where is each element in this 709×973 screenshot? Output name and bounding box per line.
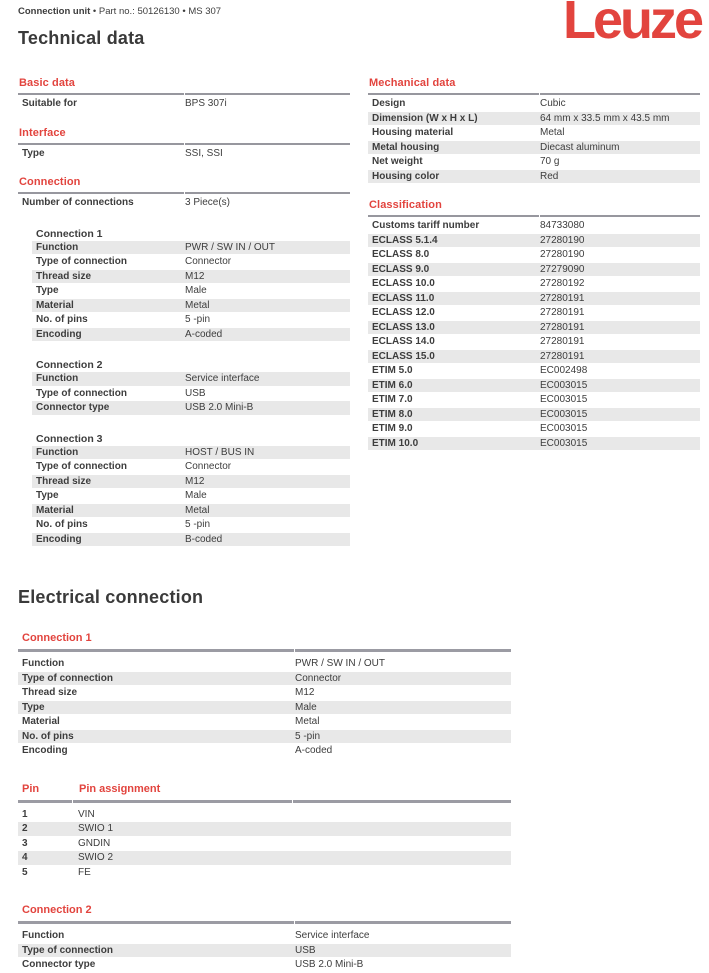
spec-row [368, 170, 700, 185]
spec-label: ECLASS 12.0 [372, 307, 435, 319]
spec-label: ECLASS 15.0 [372, 350, 435, 362]
spec-row [368, 321, 700, 336]
spec-value: EC003015 [540, 437, 588, 449]
pin-assignment: FE [78, 866, 91, 878]
spec-label: No. of pins [36, 519, 88, 531]
spec-value: Metal [185, 504, 210, 516]
spec-label: Function [22, 930, 65, 942]
spec-label: No. of pins [22, 730, 74, 742]
section-rule [18, 93, 350, 95]
spec-value: USB 2.0 Mini-B [185, 402, 254, 414]
spec-label: Number of connections [22, 197, 134, 209]
pin-assignment: VIN [78, 808, 95, 820]
spec-label: Material [22, 716, 60, 728]
spec-label: ETIM 6.0 [372, 379, 413, 391]
subsection-heading: Connection 2 [36, 359, 103, 371]
spec-row [368, 335, 700, 350]
spec-value: PWR / SW IN / OUT [185, 241, 275, 253]
pin-row [18, 851, 511, 866]
spec-row [32, 533, 350, 548]
pin-number: 5 [22, 866, 28, 878]
connection-subsection [32, 359, 350, 416]
section-rule [18, 800, 700, 803]
spec-label: Type of connection [22, 672, 113, 684]
spec-row [18, 97, 350, 112]
spec-row [32, 489, 350, 504]
spec-label: Encoding [36, 328, 82, 340]
section-rule [368, 93, 700, 95]
spec-row [18, 701, 511, 716]
pin-row [18, 837, 511, 852]
connection-heading: Connection 1 [22, 632, 92, 644]
pin-assignment-column-heading: Pin assignment [79, 782, 161, 795]
electrical-connection-title: Electrical connection [18, 587, 204, 607]
pin-assignment: SWIO 2 [78, 852, 114, 864]
spec-value: EC002498 [540, 365, 588, 377]
pin-number: 3 [22, 837, 28, 849]
section-heading: Connection [19, 176, 81, 188]
spec-value: 27279090 [540, 263, 585, 275]
electrical-block [18, 632, 700, 759]
spec-row [32, 299, 350, 314]
spec-label: Thread size [22, 687, 78, 699]
spec-value: M12 [185, 270, 205, 282]
spec-label: No. of pins [36, 314, 88, 326]
spec-row [32, 446, 350, 461]
leuze-logo: Leuze [562, 0, 701, 50]
spec-value: 27280192 [540, 278, 585, 290]
spec-row [368, 155, 700, 170]
spec-value: Metal [185, 299, 210, 311]
section-heading: Mechanical data [369, 77, 456, 89]
spec-value: 27280191 [540, 350, 585, 362]
spec-row [18, 944, 511, 959]
spec-value: 27280190 [540, 249, 585, 261]
spec-value: Connector [185, 461, 232, 473]
spec-label: Suitable for [22, 98, 78, 110]
spec-row [32, 313, 350, 328]
connection-heading: Connection 2 [22, 904, 92, 916]
spec-row [368, 379, 700, 394]
spec-value: A-coded [295, 745, 333, 757]
spec-label: Type of connection [22, 944, 113, 956]
spec-row [368, 234, 700, 249]
spec-value: 5 -pin [295, 730, 321, 742]
rule-segment [185, 93, 350, 95]
spec-row [18, 686, 511, 701]
spec-value: 64 mm x 33.5 mm x 43.5 mm [540, 112, 670, 124]
spec-label: Function [36, 446, 79, 458]
spec-row [368, 126, 700, 141]
pin-column-heading: Pin [22, 782, 40, 795]
spec-label: Material [36, 504, 74, 516]
spec-value: Connector [295, 672, 342, 684]
spec-value: USB [185, 387, 206, 399]
spec-value: EC003015 [540, 423, 588, 435]
spec-row [32, 460, 350, 475]
spec-value: BPS 307i [185, 98, 227, 110]
spec-label: ECLASS 13.0 [372, 321, 435, 333]
technical-right-column [368, 62, 700, 451]
spec-row [18, 657, 511, 672]
spec-label: ECLASS 10.0 [372, 278, 435, 290]
spec-row [368, 422, 700, 437]
spec-label: Housing color [372, 170, 440, 182]
spec-label: ECLASS 9.0 [372, 263, 430, 275]
spec-label: ECLASS 8.0 [372, 249, 430, 261]
pin-assignment: GNDIN [78, 837, 111, 849]
spec-row [32, 504, 350, 519]
connection-table [18, 657, 511, 759]
spec-value: 27280191 [540, 307, 585, 319]
spec-row [368, 393, 700, 408]
spec-value: 70 g [540, 156, 560, 168]
spec-label: Type of connection [36, 256, 127, 268]
spec-label: Net weight [372, 156, 423, 168]
spec-row [18, 147, 350, 162]
section-heading: Classification [369, 199, 442, 211]
spec-value: A-coded [185, 328, 223, 340]
spec-row [368, 263, 700, 278]
section-heading: Interface [19, 126, 66, 139]
spec-label: Thread size [36, 475, 92, 487]
part-number-label: • Part no.: 50126130 • MS 307 [90, 6, 222, 17]
subsection-heading: Connection 1 [36, 227, 103, 240]
spec-row [368, 364, 700, 379]
spec-value: USB [295, 944, 316, 956]
spec-label: Type [36, 285, 59, 297]
spec-value: Diecast aluminum [540, 141, 620, 153]
spec-row [368, 219, 700, 234]
rule-segment [185, 192, 350, 194]
spec-label: Type [36, 490, 59, 502]
rule-segment [18, 143, 184, 145]
spec-value: 27280191 [540, 336, 585, 348]
spec-value: Metal [295, 716, 320, 728]
spec-value: EC003015 [540, 379, 588, 391]
spec-label: ETIM 10.0 [372, 437, 419, 449]
rule-segment [295, 921, 511, 924]
spec-row [32, 372, 350, 387]
technical-left-column [18, 62, 350, 547]
pin-table-headings [18, 783, 700, 795]
spec-label: ECLASS 5.1.4 [372, 234, 438, 246]
spec-value: Cubic [540, 98, 566, 110]
rule-segment [540, 93, 700, 95]
spec-label: Function [36, 241, 79, 253]
rule-segment [18, 921, 294, 924]
spec-row [18, 929, 511, 944]
spec-row [32, 255, 350, 270]
spec-label: Type [22, 701, 45, 713]
spec-value: Male [295, 701, 317, 713]
spec-value: 27280190 [540, 234, 585, 246]
rule-segment [18, 649, 294, 652]
spec-label: ECLASS 11.0 [372, 292, 435, 304]
spec-row [368, 97, 700, 112]
spec-row [32, 328, 350, 343]
spec-label: Connector type [36, 402, 110, 414]
spec-label: ECLASS 14.0 [372, 336, 435, 348]
pin-number: 1 [22, 808, 28, 820]
section-rule [368, 215, 700, 217]
spec-row [18, 715, 511, 730]
spec-row [18, 672, 511, 687]
spec-label: ETIM 7.0 [372, 394, 413, 406]
spec-value: USB 2.0 Mini-B [295, 959, 364, 971]
spec-label: Type [22, 147, 45, 159]
connection-subsection [32, 433, 350, 548]
spec-label: Housing material [372, 127, 454, 139]
rule-segment [18, 800, 72, 803]
spec-label: Encoding [36, 533, 82, 545]
rule-segment [18, 93, 184, 95]
spec-label: Design [372, 98, 406, 110]
spec-value: Male [185, 285, 207, 297]
spec-label: Function [22, 658, 65, 670]
pin-row [18, 866, 511, 881]
spec-row [32, 518, 350, 533]
spec-label: ETIM 8.0 [372, 408, 413, 420]
rule-segment [540, 215, 700, 217]
spec-row [18, 958, 511, 973]
spec-value: SSI, SSI [185, 147, 223, 159]
spec-value: Male [185, 490, 207, 502]
spec-row [32, 387, 350, 402]
spec-value: Connector [185, 256, 232, 268]
spec-label: Metal housing [372, 141, 440, 153]
pin-table [18, 808, 511, 881]
pin-assignment: SWIO 1 [78, 823, 114, 835]
spec-label: Connector type [22, 959, 96, 971]
spec-label: ETIM 9.0 [372, 423, 413, 435]
spec-label: Material [36, 299, 74, 311]
spec-row [368, 141, 700, 156]
spec-label: Dimension (W x H x L) [372, 112, 478, 124]
spec-label: Function [36, 373, 79, 385]
section-heading: Basic data [19, 77, 76, 89]
section-rule [18, 192, 350, 194]
connection-table [18, 929, 511, 973]
spec-row [18, 730, 511, 745]
spec-row [18, 744, 511, 759]
spec-row [32, 270, 350, 285]
spec-row [368, 292, 700, 307]
spec-row [32, 284, 350, 299]
spec-label: Type of connection [36, 387, 127, 399]
spec-value: 27280191 [540, 321, 585, 333]
spec-row [32, 401, 350, 416]
pin-row [18, 808, 511, 823]
spec-row [368, 248, 700, 263]
rule-segment [293, 800, 511, 803]
spec-row [18, 196, 350, 211]
section-rule [18, 921, 700, 924]
spec-value: 5 -pin [185, 314, 211, 326]
spec-value: 3 Piece(s) [185, 197, 231, 209]
connection-subsection [32, 228, 350, 343]
spec-label: Type of connection [36, 461, 127, 473]
spec-value: Service interface [295, 930, 370, 942]
rule-segment [185, 143, 350, 145]
spec-label: Encoding [22, 745, 68, 757]
spec-value: Red [540, 170, 559, 182]
rule-segment [368, 215, 539, 217]
spec-value: 5 -pin [185, 519, 211, 531]
section-rule [18, 143, 350, 145]
spec-value: EC003015 [540, 408, 588, 420]
spec-value: 27280191 [540, 292, 585, 304]
spec-row [368, 437, 700, 452]
spec-value: M12 [295, 687, 315, 699]
technical-data-columns [18, 62, 700, 547]
spec-value: EC003015 [540, 394, 588, 406]
spec-row [368, 350, 700, 365]
spec-row [32, 241, 350, 256]
spec-label: ETIM 5.0 [372, 365, 413, 377]
subsection-heading: Connection 3 [36, 432, 103, 445]
spec-value: Service interface [185, 373, 260, 385]
spec-row [368, 277, 700, 292]
technical-data-title: Technical data [18, 28, 145, 48]
rule-segment [368, 93, 539, 95]
electrical-connection-section [18, 632, 700, 973]
spec-value: PWR / SW IN / OUT [295, 658, 385, 670]
spec-value: HOST / BUS IN [185, 446, 255, 458]
rule-segment [18, 192, 184, 194]
spec-row [368, 408, 700, 423]
spec-row [368, 112, 700, 127]
spec-value: M12 [185, 475, 205, 487]
pin-number: 4 [22, 852, 28, 864]
rule-segment [295, 649, 511, 652]
spec-value: 84733080 [540, 220, 585, 232]
electrical-block [18, 783, 700, 881]
spec-row [368, 306, 700, 321]
product-family-label: Connection unit [18, 6, 91, 17]
electrical-block [18, 904, 700, 973]
section-rule [18, 649, 700, 652]
pin-row [18, 822, 511, 837]
spec-value: Metal [540, 127, 565, 139]
pin-number: 2 [22, 823, 28, 835]
spec-label: Customs tariff number [372, 220, 480, 232]
rule-segment [73, 800, 292, 803]
spec-value: B-coded [185, 533, 223, 545]
spec-label: Thread size [36, 270, 92, 282]
spec-row [32, 475, 350, 490]
